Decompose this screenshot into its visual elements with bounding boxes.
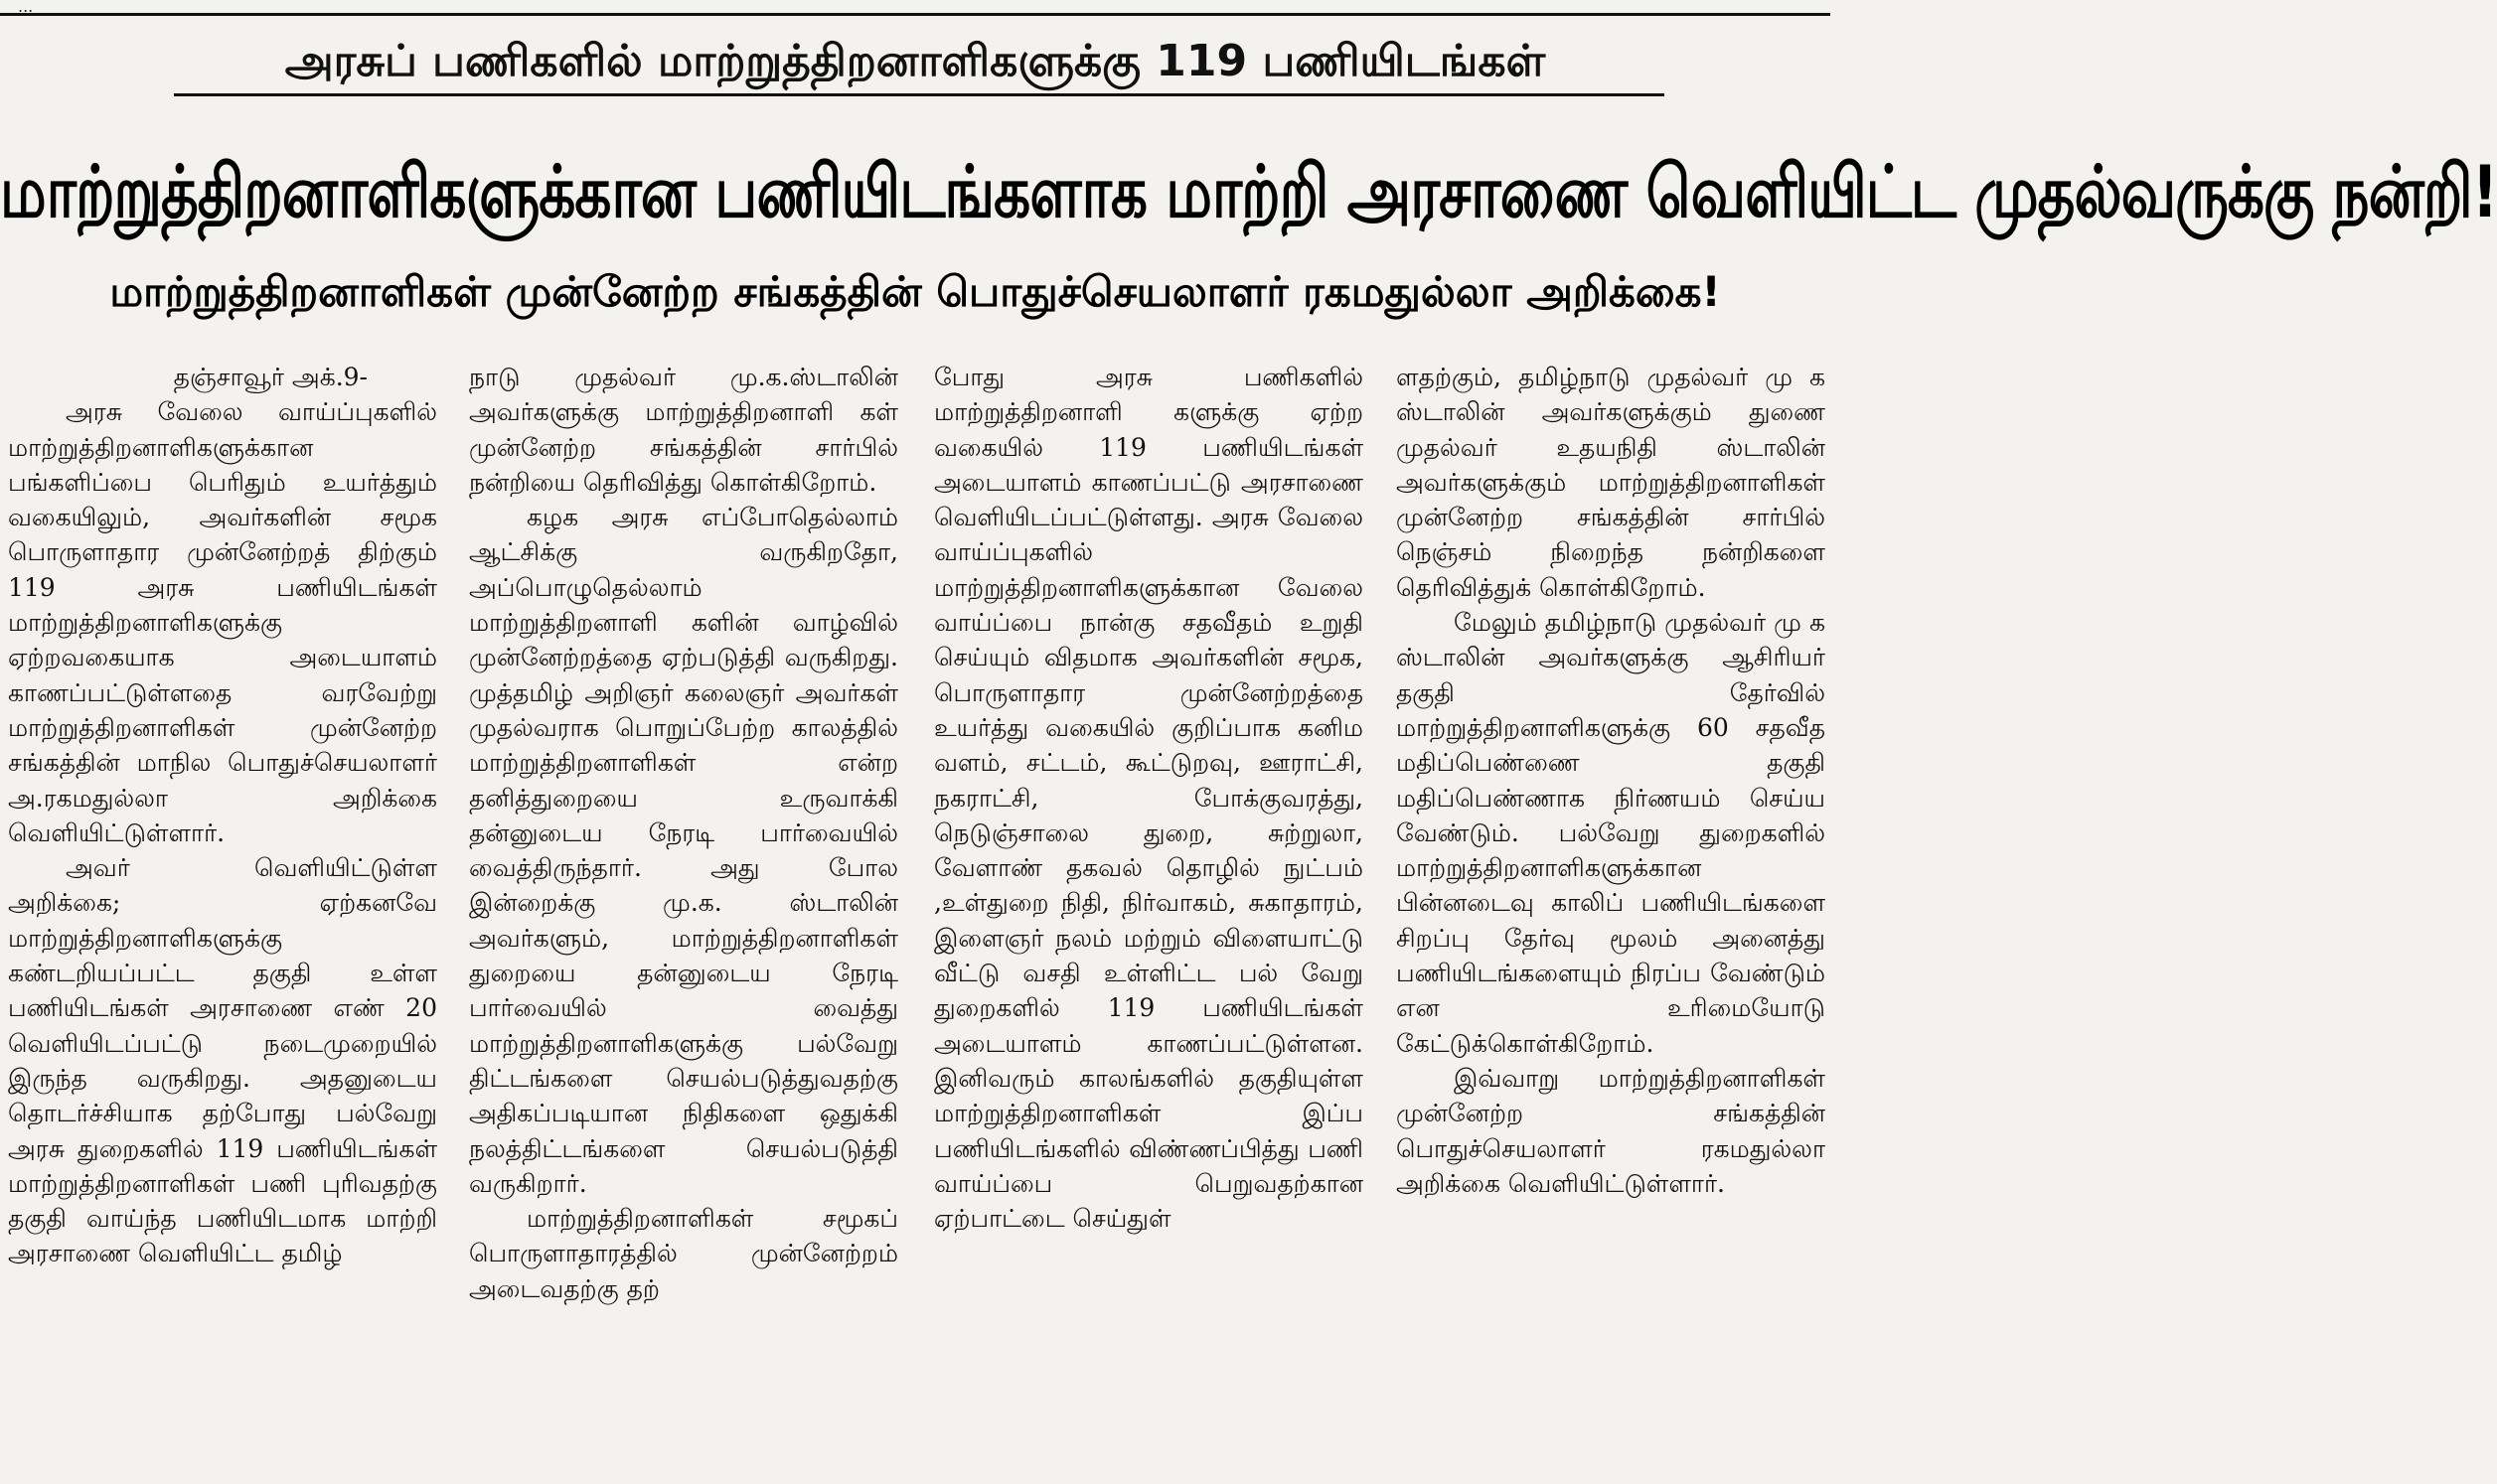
article-column-3 <box>934 360 1363 1484</box>
main-headline: மாற்றுத்திறனாளிகளுக்கான பணியிடங்களாக மாற்றி அரசாணை வெளியிட்ட முதல்வருக்கு நன்றி! <box>0 149 2497 234</box>
article-column-4 <box>1396 360 1825 1484</box>
paragraph: கழக அரசு எப்போதெல்லாம் ஆட்சிக்கு வருகிறதோ, அப்பொழுதெல்லாம் மாற்றுத்திறனாளி களின் வாழ்வில் முன்னேற்றத்தை ஏற்படுத்தி வருகிறது. முத்தமிழ் அறிஞர் கலைஞர் அவர்கள் முதல்வராக பொறுப்பேற்ற காலத்தில் மாற்றுத்திறனாளிகள் என்ற தனித்துறையை உருவாக்கி தன்னுடைய நேரடி பார்வையில் வைத்திருந்தார். அது போல இன்றைக்கு மு.க. ஸ்டாலின் அவர்களும், மாற்றுத்திறனாளிகள் துறையை தன்னுடைய நேரடி பார்வையில் வைத்து மாற்றுத்திறனாளிகளுக்கு பல்வேறு திட்டங்களை செயல்படுத்துவதற்கு அதிகப்படியான நிதிகளை ஒதுக்கி நலத்திட்டங்களை செயல்படுத்தி வருகிறார். <box>469 503 898 1198</box>
paragraph: ளதற்கும், தமிழ்நாடு முதல்வர் மு க ஸ்டாலின் அவர்களுக்கும் துணை முதல்வர் உதயநிதி ஸ்டாலின் அவர்களுக்கும் மாற்றுத்திறனாளிகள் முன்னேற்ற சங்கத்தின் சார்பில் நெஞ்சம் நிறைந்த நன்றிகளை தெரிவித்துக் கொள்கிறோம். <box>1396 363 1825 602</box>
article-column-1 <box>8 360 437 1484</box>
paragraph: நாடு முதல்வர் மு.க.ஸ்டாலின் அவர்களுக்கு மாற்றுத்திறனாளி கள் முன்னேற்ற சங்கத்தின் சார்பில் நன்றியை தெரிவித்து கொள்கிறோம். <box>469 363 898 497</box>
previous-article-strip: ... <box>0 0 1830 16</box>
dateline: தஞ்சாவூர் அக்.9- <box>173 363 368 391</box>
kicker-heading: அரசுப் பணிகளில் மாற்றுத்திறனாளிகளுக்கு 119 பணியிடங்கள் <box>284 36 1546 86</box>
paragraph: மாற்றுத்திறனாளிகள் சமூகப் பொருளாதாரத்தில் முன்னேற்றம் அடைவதற்கு தற் <box>469 1204 898 1303</box>
sub-headline: மாற்றுத்திறனாளிகள் முன்னேற்ற சங்கத்தின் பொதுச்செயலாளர் ரகமதுல்லா அறிக்கை! <box>109 267 1721 316</box>
paragraph: இவ்வாறு மாற்றுத்திறனாளிகள் முன்னேற்ற சங்கத்தின் பொதுச்செயலாளர் ரகமதுல்லா அறிக்கை வெளியிட்டுள்ளார். <box>1396 1063 1825 1198</box>
paragraph: போது அரசு பணிகளில் மாற்றுத்திறனாளி களுக்கு ஏற்ற வகையில் 119 பணியிடங்கள் அடையாளம் காணப்பட்டு அரசாணை வெளியிடப்பட்டுள்ளது. அரசு வேலை வாய்ப்புகளில் மாற்றுத்திறனாளிகளுக்கான வேலை வாய்ப்பை நான்கு சதவீதம் உறுதி செய்யும் விதமாக அவர்களின் சமூக, பொருளாதார முன்னேற்றத்தை உயர்த்து வகையில் குறிப்பாக கனிம வளம், சட்டம், கூட்டுறவு, ஊராட்சி, நகராட்சி, போக்குவரத்து, நெடுஞ்சாலை துறை, சுற்றுலா, வேளாண் தகவல் தொழில் நுட்பம் ,உள்துறை நிதி, நிர்வாகம், சுகாதாரம், இளைஞர் நலம் மற்றும் விளையாட்டு வீட்டு வசதி உள்ளிட்ட பல் வேறு துறைகளில் 119 பணியிடங்கள் அடையாளம் காணப்பட்டுள்ளன. இனிவரும் காலங்களில் தகுதியுள்ள மாற்றுத்திறனாளிகள் இப்ப பணியிடங்களில் விண்ணப்பித்து பணி வாய்ப்பை பெறுவதற்கான ஏற்பாட்டை செய்துள் <box>934 363 1363 1234</box>
paragraph: அவர் வெளியிட்டுள்ள அறிக்கை; ஏற்கனவே மாற்றுத்திறனாளிகளுக்கு கண்டறியப்பட்ட தகுதி உள்ள பணியிடங்கள் அரசாணை எண் 20 வெளியிடப்பட்டு நடைமுறையில் இருந்த வருகிறது. அதனுடைய தொடர்ச்சியாக தற்போது பல்வேறு அரசு துறைகளில் 119 பணியிடங்கள் மாற்றுத்திறனாளிகள் பணி புரிவதற்கு தகுதி வாய்ந்த பணியிடமாக மாற்றி அரசாணை வெளியிட்ட தமிழ் <box>8 853 437 1268</box>
kicker-underline <box>174 93 1664 96</box>
article-column-2 <box>469 360 898 1484</box>
paragraph: மேலும் தமிழ்நாடு முதல்வர் மு க ஸ்டாலின் அவர்களுக்கு ஆசிரியர் தகுதி தேர்வில் மாற்றுத்திறனாளிகளுக்கு 60 சதவீத மதிப்பெண்ணை தகுதி மதிப்பெண்ணாக நிர்ணயம் செய்ய வேண்டும். பல்வேறு துறைகளில் மாற்றுத்திறனாளிகளுக்கான பின்னடைவு காலிப் பணியிடங்களை சிறப்பு தேர்வு மூலம் அனைத்து பணியிடங்களையும் நிரப்ப வேண்டும் என உரிமையோடு கேட்டுக்கொள்கிறோம். <box>1396 608 1825 1058</box>
paragraph: அரசு வேலை வாய்ப்புகளில் மாற்றுத்திறனாளிகளுக்கான பங்களிப்பை பெரிதும் உயர்த்தும் வகையிலும், அவர்களின் சமூக பொருளாதார முன்னேற்றத் திற்கும் 119 அரசு பணியிடங்கள் மாற்றுத்திறனாளிகளுக்கு ஏற்றவகையாக அடையாளம் காணப்பட்டுள்ளதை வரவேற்று மாற்றுத்திறனாளிகள் முன்னேற்ற சங்கத்தின் மாநில பொதுச்செயலாளர் அ.ரகமதுல்லா அறிக்கை வெளியிட்டுள்ளார். <box>8 397 437 847</box>
